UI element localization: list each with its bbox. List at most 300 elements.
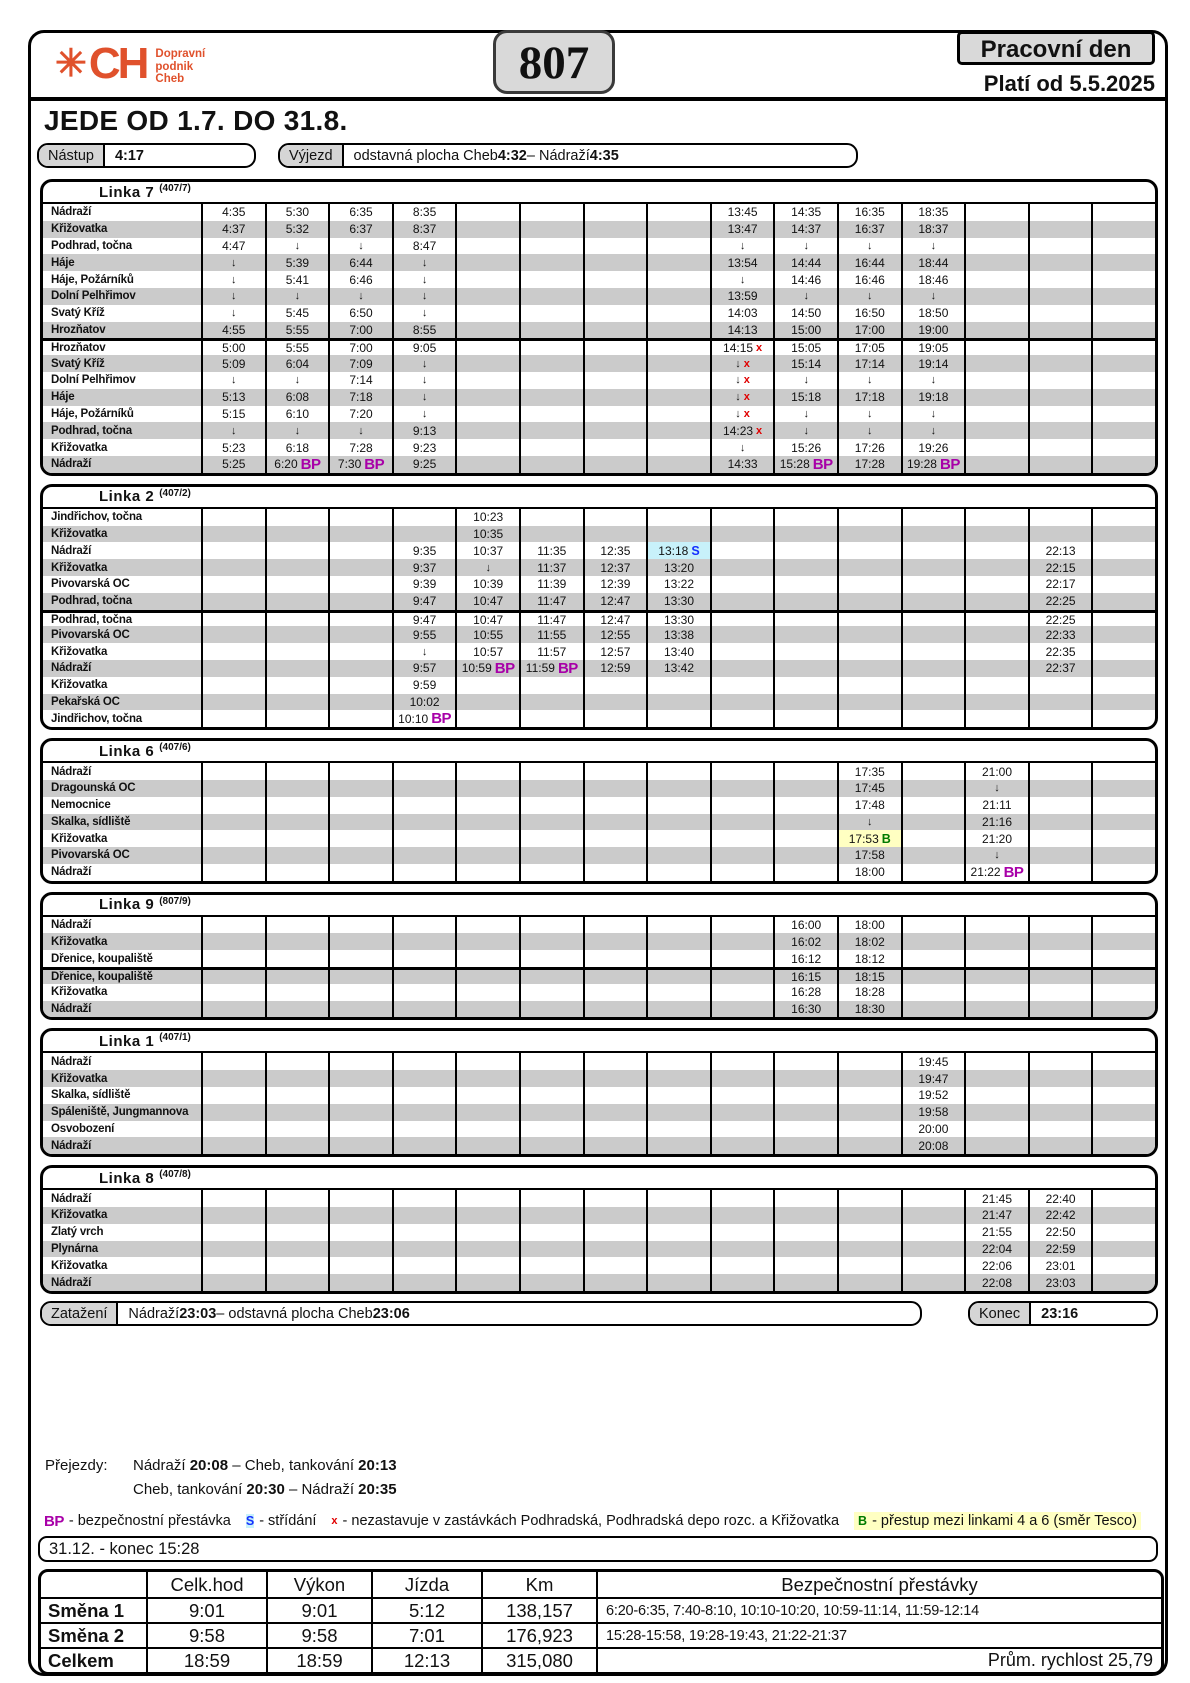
empty-cell — [837, 677, 901, 694]
pass-through-arrow: ↓ — [930, 239, 937, 252]
summary-row — [41, 1647, 1161, 1672]
empty-cell — [837, 694, 901, 711]
empty-cell — [1028, 847, 1092, 864]
departure-time: 5:41 — [285, 272, 310, 287]
empty-cell — [964, 509, 1028, 526]
empty-cell — [710, 780, 774, 797]
departure-time: 5:45 — [285, 306, 310, 321]
empty-cell — [455, 1070, 519, 1087]
departure-time: 6:50 — [349, 306, 373, 321]
empty-cell — [1028, 254, 1092, 271]
empty-cell — [583, 814, 647, 831]
empty-cell — [710, 933, 774, 950]
time-cell — [328, 456, 392, 473]
empty-cell — [583, 1137, 647, 1154]
empty-cell — [328, 1121, 392, 1138]
stop-name: Svatý Kříž — [51, 357, 105, 370]
time-cell — [392, 389, 456, 406]
empty-cell — [964, 593, 1028, 610]
empty-cell — [519, 933, 583, 950]
empty-cell — [583, 677, 647, 694]
timetable-row — [43, 221, 1155, 238]
empty-cell — [1091, 1241, 1155, 1258]
empty-cell — [773, 1087, 837, 1104]
empty-cell — [1091, 780, 1155, 797]
empty-cell — [710, 576, 774, 593]
empty-cell — [1028, 1053, 1092, 1070]
time-cell — [1028, 1207, 1092, 1224]
time-cell — [773, 288, 837, 305]
empty-cell — [455, 1104, 519, 1121]
summary-row-label: Směna 2 — [41, 1622, 146, 1647]
empty-cell — [646, 322, 710, 339]
empty-cell — [519, 509, 583, 526]
time-cell — [710, 204, 774, 221]
timetable-row — [43, 694, 1155, 711]
text-segment: odstavná plocha Cheb — [353, 147, 498, 164]
legend-text: - přestup mezi linkami 4 a 6 (směr Tesco) — [872, 1513, 1137, 1529]
departure-time: 19:52 — [918, 1088, 949, 1103]
empty-cell — [265, 763, 329, 780]
time-cell — [964, 1224, 1028, 1241]
departure-time: 11:35 — [537, 543, 567, 558]
empty-cell — [1028, 1104, 1092, 1121]
empty-cell — [710, 509, 774, 526]
empty-cell — [328, 1257, 392, 1274]
time-cell — [392, 372, 456, 389]
text-segment: – Nádraží — [526, 147, 590, 164]
departure-time: 18:35 — [918, 205, 949, 220]
empty-cell — [1091, 1121, 1155, 1138]
empty-cell — [392, 1104, 456, 1121]
departure-time: 6:10 — [285, 406, 310, 421]
time-cell — [519, 660, 583, 677]
time-cell — [837, 322, 901, 339]
logo-company-line: podnik — [155, 60, 194, 73]
time-cell — [201, 341, 265, 355]
empty-cell — [773, 1137, 837, 1154]
empty-cell — [901, 559, 965, 576]
timetable-row — [43, 1190, 1155, 1207]
time-cell — [773, 254, 837, 271]
empty-cell — [519, 864, 583, 881]
empty-cell — [646, 1070, 710, 1087]
empty-cell — [964, 643, 1028, 660]
empty-cell — [392, 1207, 456, 1224]
empty-cell — [455, 710, 519, 727]
departure-time: 11:59 — [525, 661, 555, 676]
empty-cell — [646, 372, 710, 389]
empty-cell — [583, 221, 647, 238]
time-cell — [964, 830, 1028, 847]
stop-name: Pivovarská OC — [51, 578, 130, 591]
empty-cell — [646, 864, 710, 881]
empty-cell — [964, 1053, 1028, 1070]
empty-cell — [1091, 305, 1155, 322]
empty-cell — [1028, 694, 1092, 711]
legend-mark: x — [331, 1515, 338, 1527]
pass-through-arrow: ↓ — [231, 374, 237, 387]
empty-cell — [328, 1104, 392, 1121]
time-cell — [455, 626, 519, 643]
empty-cell — [201, 677, 265, 694]
time-cell — [265, 456, 329, 473]
timetable-row — [43, 338, 1155, 355]
time-cell — [646, 542, 710, 559]
empty-cell — [710, 830, 774, 847]
stop-name: Jindřichov, točna — [51, 511, 142, 524]
empty-cell — [837, 1087, 901, 1104]
pass-through-arrow: ↓ — [739, 441, 746, 454]
time-cell — [1028, 1257, 1092, 1274]
timetable-row — [43, 593, 1155, 610]
empty-cell — [837, 1207, 901, 1224]
empty-cell — [837, 509, 901, 526]
empty-cell — [583, 509, 647, 526]
empty-cell — [1091, 797, 1155, 814]
stop-name: Plynárna — [51, 1243, 98, 1256]
empty-cell — [392, 797, 456, 814]
stop-name: Pivovarská OC — [51, 849, 130, 862]
stop-name: Háje, Požárníků — [51, 407, 134, 420]
time-cell — [392, 254, 456, 271]
empty-cell — [265, 1001, 329, 1018]
timetable-row — [43, 780, 1155, 797]
empty-cell — [837, 576, 901, 593]
departure-time: 17:05 — [854, 341, 885, 356]
departure-time: 14:44 — [791, 255, 822, 270]
empty-cell — [265, 1257, 329, 1274]
empty-cell — [964, 355, 1028, 372]
empty-cell — [646, 355, 710, 372]
empty-cell — [392, 814, 456, 831]
empty-cell — [773, 1257, 837, 1274]
empty-cell — [773, 814, 837, 831]
empty-cell — [455, 221, 519, 238]
empty-cell — [646, 1121, 710, 1138]
empty-cell — [1028, 984, 1092, 1001]
empty-cell — [583, 305, 647, 322]
departure-time: 11:57 — [537, 644, 567, 659]
empty-cell — [328, 710, 392, 727]
empty-cell — [1028, 933, 1092, 950]
time-cell — [773, 271, 837, 288]
empty-cell — [901, 593, 965, 610]
stop-name: Zlatý vrch — [51, 1226, 104, 1239]
time-cell — [837, 864, 901, 881]
time-cell — [901, 355, 965, 372]
empty-cell — [901, 1241, 965, 1258]
empty-cell — [1028, 305, 1092, 322]
empty-cell — [1091, 1001, 1155, 1018]
time-cell — [837, 372, 901, 389]
time-cell — [455, 509, 519, 526]
linka-box — [40, 1028, 1158, 1157]
skip-stops-mark: x — [743, 407, 750, 420]
departure-time: 20:00 — [918, 1122, 949, 1137]
stop-name: Hrozňatov — [51, 323, 106, 336]
empty-cell — [583, 1274, 647, 1291]
empty-cell — [1091, 341, 1155, 355]
time-cell — [837, 305, 901, 322]
empty-cell — [201, 710, 265, 727]
empty-cell — [773, 509, 837, 526]
empty-cell — [455, 439, 519, 456]
departure-time: 12:47 — [600, 612, 631, 627]
pass-through-arrow: ↓ — [803, 424, 809, 437]
empty-cell — [583, 1087, 647, 1104]
empty-cell — [837, 1241, 901, 1258]
empty-cell — [773, 613, 837, 627]
departure-time: 14:46 — [791, 272, 822, 287]
time-cell — [583, 643, 647, 660]
time-cell — [1028, 559, 1092, 576]
time-cell — [201, 322, 265, 339]
time-cell — [519, 576, 583, 593]
time-cell — [392, 288, 456, 305]
empty-cell — [1028, 238, 1092, 255]
time-cell — [328, 439, 392, 456]
departure-time: 5:32 — [285, 222, 310, 237]
empty-cell — [455, 1241, 519, 1258]
linka-name: Linka 1 — [99, 1032, 155, 1050]
empty-cell — [265, 797, 329, 814]
time-cell — [964, 814, 1028, 831]
departure-time: 22:40 — [1045, 1191, 1076, 1206]
departure-time: 21:16 — [981, 814, 1012, 829]
pass-through-arrow: ↓ — [231, 273, 237, 286]
departure-time: 18:00 — [854, 865, 885, 880]
timetable-row — [43, 456, 1155, 473]
time-cell — [265, 271, 329, 288]
empty-cell — [646, 830, 710, 847]
skip-stops-mark: x — [743, 357, 750, 370]
pull-out-text — [344, 145, 629, 166]
stop-name: Dolní Pelhřimov — [51, 374, 136, 387]
summary-table — [38, 1569, 1164, 1675]
empty-cell — [392, 950, 456, 967]
time-cell — [201, 422, 265, 439]
time-cell — [901, 1087, 965, 1104]
time-cell — [392, 221, 456, 238]
pass-through-arrow: ↓ — [867, 374, 873, 387]
empty-cell — [1091, 204, 1155, 221]
time-cell — [710, 288, 774, 305]
departure-time: 18:12 — [854, 951, 885, 966]
empty-cell — [392, 984, 456, 1001]
linka-title-row — [43, 741, 1155, 763]
empty-cell — [455, 814, 519, 831]
empty-cell — [646, 933, 710, 950]
stop-name: Pivovarská OC — [51, 628, 130, 641]
empty-cell — [901, 1224, 965, 1241]
empty-cell — [519, 1104, 583, 1121]
empty-cell — [837, 1104, 901, 1121]
safety-break-mark: BP — [300, 455, 321, 473]
empty-cell — [773, 1070, 837, 1087]
empty-cell — [1091, 677, 1155, 694]
timetable-row — [43, 933, 1155, 950]
empty-cell — [328, 509, 392, 526]
empty-cell — [583, 355, 647, 372]
empty-cell — [646, 509, 710, 526]
time-cell — [964, 1274, 1028, 1291]
time-cell — [837, 221, 901, 238]
empty-cell — [964, 559, 1028, 576]
empty-cell — [710, 1104, 774, 1121]
departure-time: 21:55 — [981, 1225, 1012, 1240]
empty-cell — [519, 1121, 583, 1138]
legend-text: - bezpečnostní přestávka — [68, 1513, 231, 1529]
departure-time: 5:39 — [285, 255, 310, 270]
departure-time: 10:02 — [409, 694, 440, 709]
text-segment: Nádraží — [128, 1305, 180, 1322]
empty-cell — [646, 1241, 710, 1258]
departure-time: 18:28 — [854, 985, 885, 1000]
departure-time: 8:47 — [412, 238, 437, 253]
pull-in-text — [118, 1303, 419, 1324]
deadheads-lines — [133, 1457, 397, 1505]
empty-cell — [1091, 1087, 1155, 1104]
empty-cell — [964, 204, 1028, 221]
legend-text: - nezastavuje v zastávkách Podhradská, Podhradská depo rozc. a Křižovatka — [342, 1513, 840, 1529]
stop-name: Svatý Kříž — [51, 307, 105, 320]
departure-time: 21:47 — [981, 1208, 1012, 1223]
time-cell — [328, 422, 392, 439]
empty-cell — [392, 1257, 456, 1274]
empty-cell — [455, 984, 519, 1001]
timetable-row — [43, 864, 1155, 881]
time-cell — [964, 797, 1028, 814]
summary-value-cell: 9:01 — [266, 1597, 371, 1622]
time-cell — [201, 456, 265, 473]
empty-cell — [455, 1224, 519, 1241]
empty-cell — [1028, 526, 1092, 543]
empty-cell — [837, 1137, 901, 1154]
empty-cell — [328, 1001, 392, 1018]
departure-time: 22:33 — [1045, 627, 1076, 642]
time-cell — [773, 305, 837, 322]
empty-cell — [519, 341, 583, 355]
legend-text: - střídání — [259, 1513, 317, 1529]
empty-cell — [201, 1190, 265, 1207]
empty-cell — [201, 1087, 265, 1104]
departure-time: 22:08 — [981, 1275, 1012, 1290]
time-cell — [837, 847, 901, 864]
pass-through-arrow: ↓ — [294, 239, 301, 252]
empty-cell — [583, 917, 647, 934]
empty-cell — [964, 422, 1028, 439]
departure-time: 19:26 — [918, 440, 949, 455]
departure-time: 22:37 — [1045, 661, 1076, 676]
empty-cell — [837, 643, 901, 660]
empty-cell — [265, 864, 329, 881]
empty-cell — [1028, 830, 1092, 847]
empty-cell — [646, 254, 710, 271]
departure-time: 5:55 — [285, 341, 310, 356]
time-cell — [392, 238, 456, 255]
empty-cell — [1091, 1053, 1155, 1070]
time-cell — [964, 780, 1028, 797]
departure-time: 7:30 — [337, 457, 362, 472]
departure-time: 13:18 — [658, 543, 689, 558]
linka-title-row — [43, 1168, 1155, 1190]
empty-cell — [583, 271, 647, 288]
time-value: 20:35 — [358, 1481, 397, 1498]
empty-cell — [837, 1224, 901, 1241]
time-cell — [519, 559, 583, 576]
empty-cell — [901, 576, 965, 593]
departure-time: 9:23 — [412, 440, 437, 455]
empty-cell — [646, 439, 710, 456]
linka-code: (407/2) — [159, 487, 191, 499]
departure-time: 5:25 — [222, 457, 246, 472]
empty-cell — [901, 1001, 965, 1018]
departure-time: 5:15 — [222, 406, 246, 421]
timetable-row — [43, 1121, 1155, 1138]
empty-cell — [1091, 221, 1155, 238]
summary-header-cell: Km — [481, 1572, 596, 1597]
time-cell — [710, 305, 774, 322]
summary-value-cell: 138,157 — [481, 1597, 596, 1622]
time-cell — [265, 204, 329, 221]
empty-cell — [328, 970, 392, 984]
empty-cell — [519, 526, 583, 543]
departure-time: 17:53 — [848, 831, 879, 846]
time-cell — [901, 1053, 965, 1070]
departure-time: 22:42 — [1045, 1208, 1076, 1223]
linka-name: Linka 7 — [99, 183, 155, 201]
skip-stops-mark: x — [743, 391, 750, 404]
departure-time: 22:59 — [1045, 1242, 1076, 1257]
time-cell — [901, 439, 965, 456]
empty-cell — [265, 984, 329, 1001]
empty-cell — [710, 526, 774, 543]
empty-cell — [201, 847, 265, 864]
time-cell — [901, 238, 965, 255]
empty-cell — [901, 917, 965, 934]
empty-cell — [1091, 694, 1155, 711]
empty-cell — [455, 271, 519, 288]
empty-cell — [455, 1137, 519, 1154]
time-cell — [519, 593, 583, 610]
stop-name: Dolní Pelhřimov — [51, 290, 136, 303]
time-cell — [328, 389, 392, 406]
time-cell — [519, 613, 583, 627]
empty-cell — [519, 1053, 583, 1070]
empty-cell — [1091, 830, 1155, 847]
departure-time: 10:47 — [473, 612, 504, 627]
empty-cell — [837, 660, 901, 677]
empty-cell — [583, 238, 647, 255]
pass-through-arrow: ↓ — [930, 407, 937, 420]
empty-cell — [265, 542, 329, 559]
departure-time: 22:13 — [1045, 543, 1076, 558]
empty-cell — [964, 1087, 1028, 1104]
empty-cell — [265, 780, 329, 797]
empty-cell — [201, 694, 265, 711]
time-cell — [392, 204, 456, 221]
text-segment: Nádraží — [133, 1457, 190, 1474]
time-cell — [328, 288, 392, 305]
empty-cell — [646, 305, 710, 322]
pull-out-box — [278, 143, 858, 168]
time-cell — [265, 288, 329, 305]
time-cell — [392, 660, 456, 677]
timetable-row — [43, 1274, 1155, 1291]
departure-time: 21:11 — [982, 798, 1012, 813]
pass-through-arrow: ↓ — [867, 815, 873, 828]
